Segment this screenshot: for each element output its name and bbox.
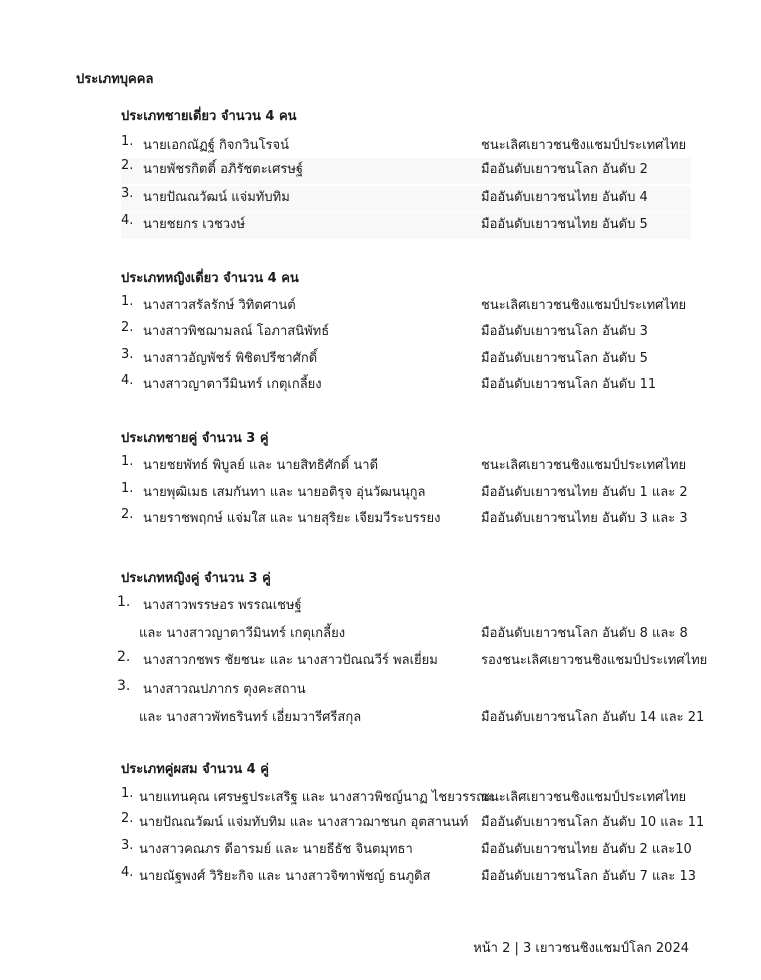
player-name: นายชยพัทธ์ พิบูลย์ และ นายสิทธิศักดิ์ นาดี bbox=[143, 458, 379, 473]
item-number: 2. bbox=[121, 507, 134, 522]
partner-name: และ นางสาวพัทธรินทร์ เอี่ยมวารีศรีสกุล bbox=[139, 710, 362, 725]
page-footer: หน้า 2 | 3 เยาวชนชิงแชมป์โลก 2024 bbox=[473, 941, 689, 956]
player-name: นางสาวกชพร ชัยชนะ และ นางสาวปัณณวีร์ พลเยี่ยม bbox=[143, 653, 438, 668]
player-name: นายแทนคุณ เศรษฐประเสริฐ และ นางสาวพิชญ์นาฏ ไชยวรรณะ bbox=[139, 790, 496, 805]
item-number: 2. bbox=[121, 811, 134, 826]
ranking-text: มืออันดับเยาวชนไทย อันดับ 4 bbox=[481, 190, 648, 205]
ranking-text: มืออันดับเยาวชนโลก อันดับ 14 และ 21 bbox=[481, 710, 705, 725]
list-item bbox=[117, 594, 691, 646]
list-item bbox=[121, 373, 691, 399]
ranking-text: รองชนะเลิศเยาวชนชิงแชมป์ประเทศไทย bbox=[481, 653, 708, 668]
ranking-text: มืออันดับเยาวชนโลก อันดับ 2 bbox=[481, 162, 648, 177]
player-name: นางสาวสรัลรักษ์ วิทิตศานต์ bbox=[143, 298, 296, 313]
player-name: นายราชพฤกษ์ แจ่มใส และ นายสุริยะ เจียมวีระบรรยง bbox=[143, 511, 441, 526]
player-name: นางสาวญาตาวีมินทร์ เกตุเกลี้ยง bbox=[143, 377, 322, 392]
section-title-womens-singles: ประเภทหญิงเดี่ยว จำนวน 4 คน bbox=[121, 271, 299, 286]
ranking-text: มืออันดับเยาวชนโลก อันดับ 11 bbox=[481, 377, 657, 392]
list-item bbox=[121, 186, 691, 212]
item-number: 2. bbox=[121, 158, 134, 173]
ranking-text: มืออันดับเยาวชนไทย อันดับ 1 และ 2 bbox=[481, 485, 688, 500]
list-item bbox=[121, 481, 691, 507]
list-item bbox=[121, 507, 691, 533]
player-name: นางสาวพรรษอร พรรณเชษฐ์ bbox=[143, 598, 302, 613]
ranking-text: มืออันดับเยาวชนโลก อันดับ 5 bbox=[481, 351, 648, 366]
list-item bbox=[121, 158, 691, 184]
list-item bbox=[121, 865, 697, 891]
list-item bbox=[121, 454, 691, 480]
item-number: 3. bbox=[117, 678, 131, 694]
ranking-text: มืออันดับเยาวชนไทย อันดับ 2 และ10 bbox=[481, 842, 692, 857]
partner-name: และ นางสาวญาตาวีมินทร์ เกตุเกลี้ยง bbox=[139, 626, 346, 641]
list-item bbox=[117, 649, 708, 675]
player-name: นางสาวพิชฌามลณ์ โอภาสนิพัทธ์ bbox=[143, 324, 330, 339]
ranking-text: ชนะเลิศเยาวชนชิงแชมป์ประเทศไทย bbox=[481, 458, 687, 473]
section-title-mixed-doubles: ประเภทคู่ผสม จำนวน 4 คู่ bbox=[121, 762, 269, 777]
player-name: นายชยกร เวชวงษ์ bbox=[143, 217, 246, 232]
item-number: 1. bbox=[121, 134, 134, 149]
page-title: ประเภทบุคคล bbox=[76, 72, 154, 87]
ranking-text: มืออันดับเยาวชนโลก อันดับ 3 bbox=[481, 324, 648, 339]
item-number: 4. bbox=[121, 865, 134, 880]
list-item bbox=[121, 213, 691, 239]
ranking-text: มืออันดับเยาวชนไทย อันดับ 3 และ 3 bbox=[481, 511, 688, 526]
item-number: 3. bbox=[121, 838, 134, 853]
player-name: นายณัฐพงศ์ วิริยะกิจ และ นางสาวจิฑาพัชญ์ ธนภูดิส bbox=[139, 869, 431, 884]
player-name: นายพัชรกิตติ์ อภิรัชตะเศรษฐ์ bbox=[143, 162, 304, 177]
section-title-mens-singles: ประเภทชายเดี่ยว จำนวน 4 คน bbox=[121, 109, 297, 124]
list-item bbox=[121, 320, 691, 346]
ranking-text: มืออันดับเยาวชนโลก อันดับ 8 และ 8 bbox=[481, 626, 688, 641]
item-number: 2. bbox=[117, 649, 131, 665]
item-number: 3. bbox=[121, 347, 134, 362]
ranking-text: ชนะเลิศเยาวชนชิงแชมป์ประเทศไทย bbox=[481, 138, 687, 153]
item-number: 1. bbox=[121, 454, 134, 469]
list-item bbox=[121, 134, 691, 160]
player-name: นายพุฒิเมธ เสมกันทา และ นายอติรุจ อุ่นวัฒนนุกูล bbox=[143, 485, 426, 500]
list-item bbox=[121, 786, 691, 812]
item-number: 1. bbox=[121, 294, 134, 309]
list-item bbox=[121, 347, 691, 373]
item-number: 4. bbox=[121, 373, 134, 388]
list-item bbox=[117, 678, 705, 730]
list-item bbox=[121, 811, 705, 837]
ranking-text: มืออันดับเยาวชนไทย อันดับ 5 bbox=[481, 217, 648, 232]
player-name: นางสาวณปภากร ตุงคะสถาน bbox=[143, 682, 306, 697]
item-number: 1. bbox=[117, 594, 131, 610]
item-number: 4. bbox=[121, 213, 134, 228]
item-number: 2. bbox=[121, 320, 134, 335]
ranking-text: มืออันดับเยาวชนโลก อันดับ 7 และ 13 bbox=[481, 869, 697, 884]
ranking-text: มืออันดับเยาวชนโลก อันดับ 10 และ 11 bbox=[481, 815, 705, 830]
ranking-text: ชนะเลิศเยาวชนชิงแชมป์ประเทศไทย bbox=[481, 790, 687, 805]
section-title-mens-doubles: ประเภทชายคู่ จำนวน 3 คู่ bbox=[121, 431, 269, 446]
ranking-text: ชนะเลิศเยาวชนชิงแชมป์ประเทศไทย bbox=[481, 298, 687, 313]
player-name: นายเอกณัฏฐ์ กิจกวินโรจน์ bbox=[143, 138, 290, 153]
player-name: นางสาวอัญพัชร์ พิชิตปรีชาศักดิ์ bbox=[143, 351, 318, 366]
player-name: นายปัณณวัฒน์ แจ่มทับทิม bbox=[143, 190, 290, 205]
player-name: นายปัณณวัฒน์ แจ่มทับทิม และ นางสาวฌาชนก อุตสานนท์ bbox=[139, 815, 469, 830]
item-number: 3. bbox=[121, 186, 134, 201]
item-number: 1. bbox=[121, 481, 134, 496]
list-item bbox=[121, 838, 691, 864]
list-item bbox=[121, 294, 691, 320]
section-title-womens-doubles: ประเภทหญิงคู่ จำนวน 3 คู่ bbox=[121, 571, 271, 586]
player-name: นางสาวคณภร ดีอารมย์ และ นายธีธัช จินตมุทธา bbox=[139, 842, 413, 857]
item-number: 1. bbox=[121, 786, 134, 801]
